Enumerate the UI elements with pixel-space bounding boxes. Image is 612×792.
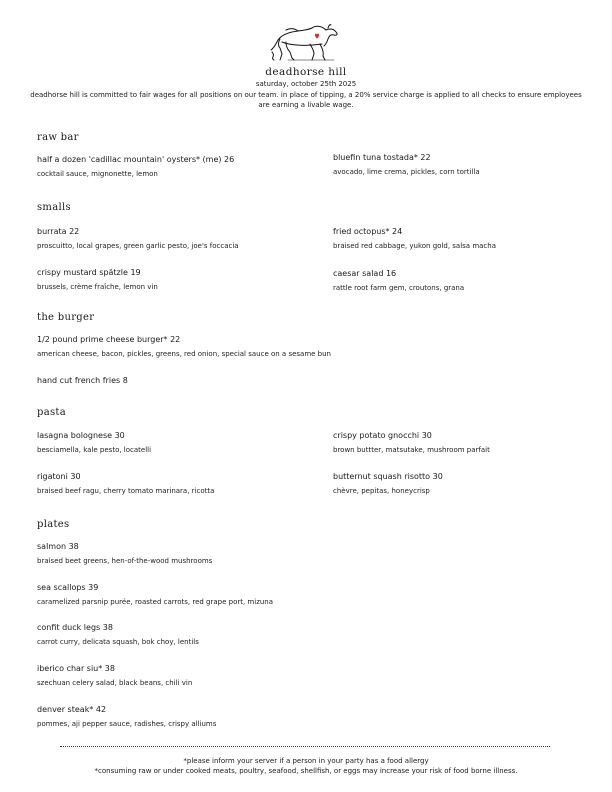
menu-item	[37, 267, 158, 292]
menu-item	[37, 704, 216, 729]
item-name: lasagna bolognese 30	[37, 431, 125, 440]
item-name: iberico char siu* 38	[37, 664, 115, 673]
menu-date: saturday, october 25th 2025	[255, 80, 357, 88]
item-name: sea scallops 39	[37, 583, 99, 592]
item-name: 1/2 pound prime cheese burger* 22	[37, 335, 181, 344]
item-description: braised red cabbage, yukon gold, salsa macha	[333, 242, 497, 250]
menu-item	[333, 268, 464, 293]
section-title-pasta: pasta	[37, 407, 66, 418]
item-description: carrot curry, delicata squash, bok choy, lentils	[37, 638, 199, 646]
item-description: cocktail sauce, mignonette, lemon	[37, 170, 158, 178]
item-name: confit duck legs 38	[37, 623, 113, 632]
item-name: burrata 22	[37, 227, 80, 236]
item-name: hand cut french fries 8	[37, 376, 128, 385]
menu-item	[37, 226, 239, 251]
menu-item	[37, 430, 151, 455]
horse-logo-icon	[268, 22, 344, 64]
menu-item	[37, 541, 212, 566]
item-description: brown buttter, matsutake, mushroom parfait	[333, 446, 490, 454]
menu-item	[37, 582, 273, 607]
raw-food-warning: *consuming raw or under cooked meats, poultry, seafood, shellfish, or eggs may increase your risk of food borne illness.	[94, 767, 518, 775]
service-charge-notice: deadhorse hill is committed to fair wages for all positions on our team. in place of tipping, a 20% service charge is applied to all checks to ensure employees are earning a livable wage.	[30, 91, 582, 109]
item-description: szechuan celery salad, black beans, chili vin	[37, 679, 193, 687]
item-name: salmon 38	[37, 542, 79, 551]
item-name: crispy potato gnocchi 30	[333, 431, 432, 440]
section-title-burger: the burger	[37, 312, 95, 323]
item-name: caesar salad 16	[333, 269, 397, 278]
section-title-smalls: smalls	[37, 202, 71, 213]
section-title-plates: plates	[37, 519, 70, 530]
menu-item	[37, 622, 199, 647]
item-description: caramelized parsnip purée, roasted carrots, red grape port, mizuna	[37, 598, 274, 606]
item-name: crispy mustard spätzle 19	[37, 268, 141, 277]
item-name: fried octopus* 24	[333, 227, 403, 236]
menu-item	[333, 226, 496, 251]
item-name: bluefin tuna tostada* 22	[333, 153, 431, 162]
item-description: braised beet greens, hen-of-the-wood mushrooms	[37, 557, 213, 565]
item-name: denver steak* 42	[37, 705, 107, 714]
menu-item	[333, 430, 490, 455]
item-description: avocado, lime crema, pickles, corn tortilla	[333, 168, 480, 176]
item-name: half a dozen 'cadillac mountain' oysters* (me) 26	[37, 155, 235, 164]
item-name: butternut squash risotto 30	[333, 472, 443, 481]
allergy-notice: *please inform your server if a person in your party has a food allergy	[183, 757, 429, 765]
item-description: brussels, crème fraîche, lemon vin	[37, 283, 158, 291]
item-description: braised beef ragu, cherry tomato marinara, ricotta	[37, 487, 215, 495]
item-description: chèvre, pepitas, honeycrisp	[333, 487, 430, 495]
item-description: pommes, aji pepper sauce, radishes, crispy alliums	[37, 720, 217, 728]
menu-item	[37, 154, 234, 179]
menu-item	[37, 375, 128, 386]
menu-item	[37, 471, 214, 496]
menu-item	[37, 334, 331, 359]
item-description: besciamella, kale pesto, locatelli	[37, 446, 152, 454]
menu-item	[333, 471, 443, 496]
item-name: rigatoni 30	[37, 472, 81, 481]
item-description: proscuitto, local grapes, green garlic pesto, joe's foccacia	[37, 242, 239, 250]
menu-item	[333, 152, 480, 177]
section-title-raw-bar: raw bar	[37, 132, 79, 143]
dotted-divider	[60, 746, 550, 747]
restaurant-name: deadhorse hill	[265, 66, 347, 78]
item-description: rattle root farm gem, croutons, grana	[333, 284, 465, 292]
item-description: american cheese, bacon, pickles, greens, red onion, special sauce on a sesame bun	[37, 350, 331, 358]
menu-item	[37, 663, 192, 688]
